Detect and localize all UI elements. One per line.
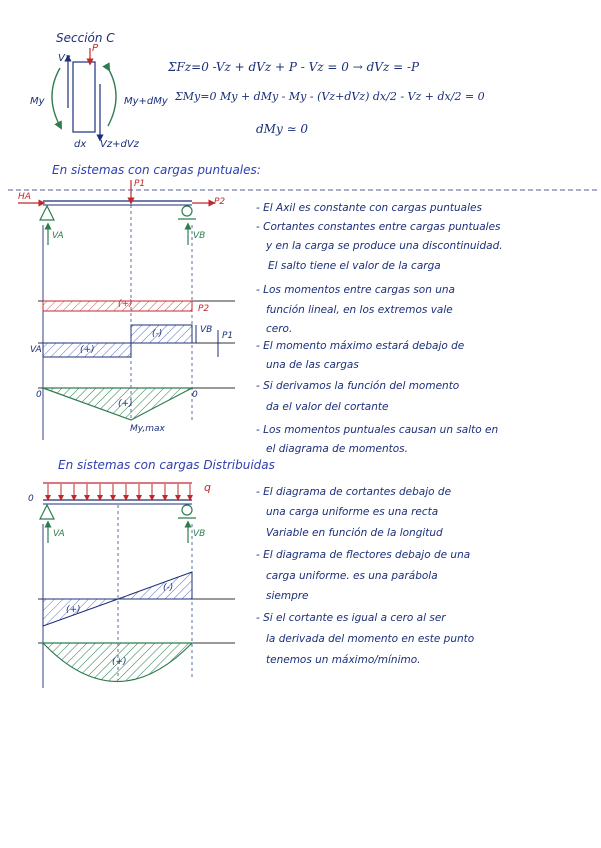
p-label: P [92, 43, 99, 54]
dist-shear-plus: (+) [66, 605, 81, 615]
distributed-loads-heading: En sistemas con cargas Distribuidas [58, 458, 275, 472]
shear-plus-label: (+) [80, 345, 95, 355]
dist-shear-minus: (-) [163, 583, 174, 593]
dist-note-1: - El diagrama de cortantes debajo de [256, 486, 452, 498]
moment-zero-left: 0 [36, 390, 42, 400]
moment-plus-label: (+) [118, 399, 133, 409]
moment-zero-right: 0 [192, 390, 198, 400]
dist-note-6: siempre [266, 590, 309, 602]
dist-note-3: Variable en función de la longitud [266, 527, 443, 539]
support-a-icon [40, 505, 54, 519]
p1-label: P1 [134, 179, 146, 189]
dist-vb-label: VB [193, 529, 206, 539]
vb-label: VB [193, 231, 206, 241]
shear-minus-label: (-) [152, 329, 163, 339]
dist-note-8: la derivada del momento en este punto [266, 633, 475, 645]
section-title: Sección C [56, 31, 115, 45]
dx-label: dx [74, 139, 87, 150]
q-label: q [204, 481, 211, 494]
shear-vb-label: VB [200, 325, 213, 335]
my-dmy-moment-arc [108, 68, 116, 126]
point-note-2: - Cortantes constantes entre cargas puntuales [256, 221, 501, 233]
moment-diagram [38, 388, 235, 420]
moment-max-label: My,max [130, 424, 165, 434]
dist-va-label: VA [53, 529, 65, 539]
ha-label: HA [18, 192, 31, 202]
dist-moment-plus: (+) [112, 657, 127, 667]
vz-dvz-label: Vz+dVz [100, 139, 139, 150]
point-note-7: cero. [266, 323, 293, 335]
point-note-9: una de las cargas [266, 359, 359, 371]
dist-zero-label: 0 [28, 494, 34, 504]
axial-plus-label: (+) [118, 299, 133, 309]
shear-p1-label: P1 [222, 331, 234, 341]
my-label: My [30, 96, 45, 107]
point-note-6: función lineal, en los extremos vale [266, 304, 453, 316]
dist-note-2: una carga uniforme es una recta [266, 506, 439, 518]
point-note-12: - Los momentos puntuales causan un salto en [256, 424, 499, 436]
point-note-8: - El momento máximo estará debajo de [256, 340, 465, 352]
equation-forces: ΣFz=0 -Vz + dVz + P - Vz = 0 → dVz = -P [168, 60, 420, 74]
va-label: VA [52, 231, 64, 241]
distributed-shear-diagram [38, 572, 235, 626]
distributed-moment-diagram [38, 643, 235, 682]
axial-p2-label: P2 [198, 304, 210, 314]
support-b-icon [182, 505, 192, 515]
vz-label: Vz [58, 53, 71, 64]
dist-note-5: carga uniforme. es una parábola [266, 570, 438, 582]
point-note-10: - Si derivamos la función del momento [256, 380, 460, 392]
p2-label: P2 [214, 197, 226, 207]
point-note-5: - Los momentos entre cargas son una [256, 284, 455, 296]
my-dmy-label: My+dMy [124, 96, 168, 107]
my-moment-arc [52, 68, 60, 126]
point-loads-heading: En sistemas con cargas puntuales: [52, 163, 261, 177]
point-note-3: y en la carga se produce una discontinuidad. [266, 240, 503, 252]
equation-result: dMy ≃ 0 [256, 122, 309, 136]
support-a-icon [40, 206, 54, 220]
point-note-11: da el valor del cortante [266, 401, 389, 413]
point-note-4: El salto tiene el valor de la carga [268, 260, 441, 272]
equation-moments: ΣMy=0 My + dMy - My - (Vz+dVz) dx/2 - Vz + dx/2 = 0 [175, 90, 485, 103]
dist-note-9: tenemos un máximo/mínimo. [266, 654, 421, 666]
point-note-13: el diagrama de momentos. [266, 443, 408, 455]
shear-va-label: VA [30, 345, 42, 355]
dist-note-7: - Si el cortante es igual a cero al ser [256, 612, 446, 624]
point-note-1: - El Axil es constante con cargas puntuales [256, 202, 482, 214]
support-b-icon [182, 206, 192, 216]
dist-note-4: - El diagrama de flectores debajo de una [256, 549, 471, 561]
